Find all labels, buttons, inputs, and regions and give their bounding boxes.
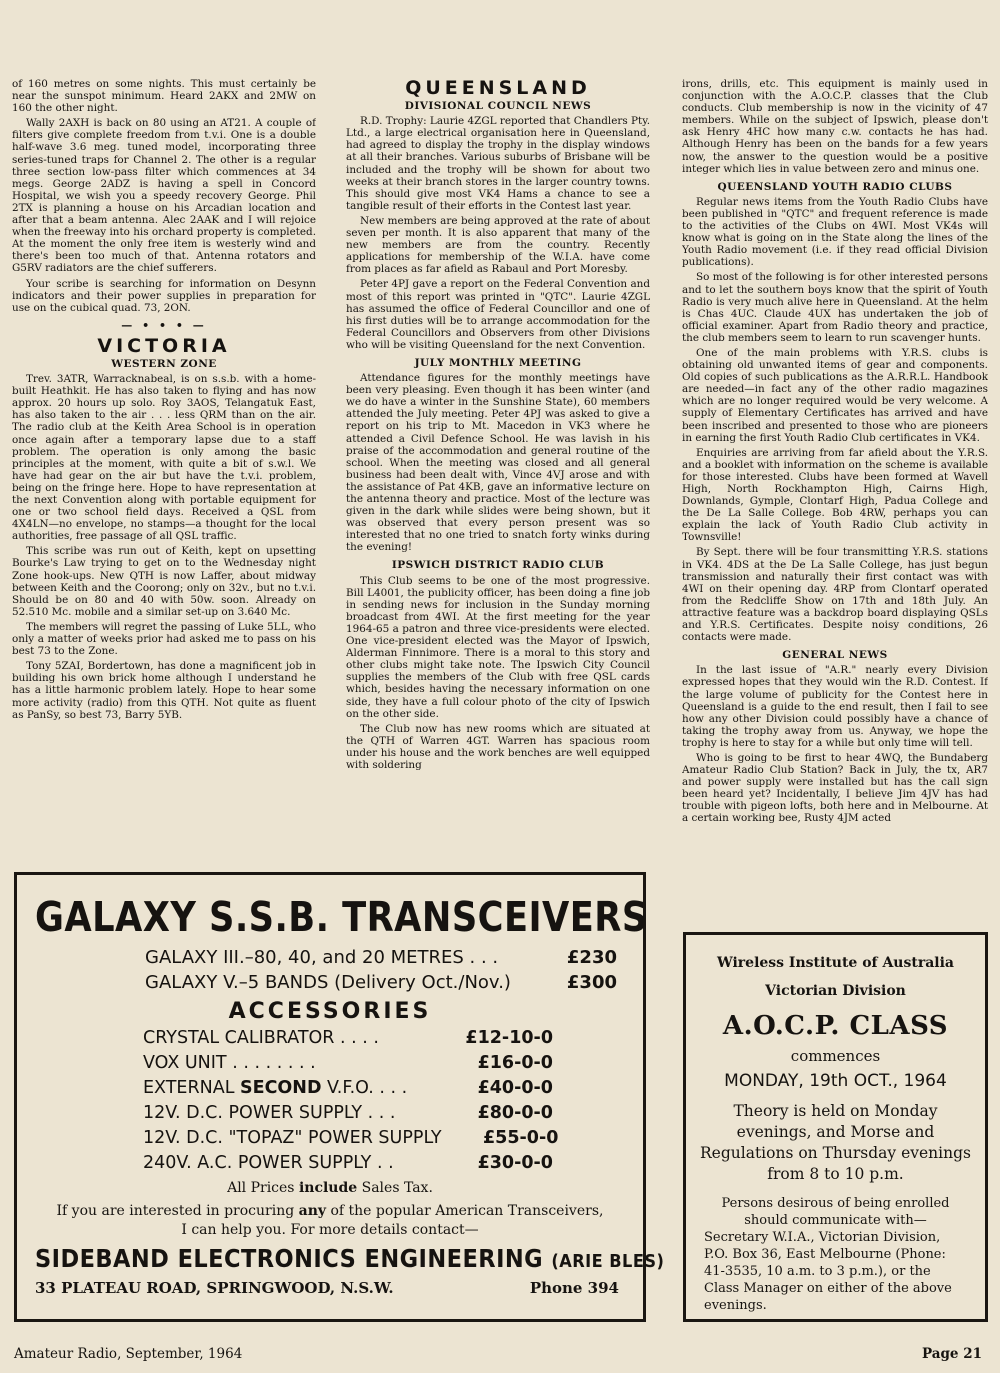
article-paragraph: of 160 metres on some nights. This must certainly be near the sunspot minimum. Heard 2AKX and 2MW on 160 the other night. — [12, 78, 316, 115]
wia-org-name: Wireless Institute of Australia — [716, 955, 954, 971]
accessory-row — [35, 1026, 625, 1051]
subsection-title-western-zone: WESTERN ZONE — [111, 357, 217, 370]
article-paragraph: New members are being approved at the rate of about seven per month. It is also apparent that many of the new members are from the country. Recently applications for membership of the W.I.A. have come from places as far afield as Rabaul and Port Moresby. — [346, 214, 650, 276]
accessory-row — [35, 1076, 625, 1101]
company-address: 33 PLATEAU ROAD, SPRINGWOOD, N.S.W. — [35, 1279, 394, 1297]
accessory-price: £30-0-0 — [477, 1153, 553, 1173]
article-paragraph: One of the main problems with Y.R.S. clubs is obtaining old unwanted items of gear and components. Old copies of such publications as the A.R.R.L. Handbook are needed—in fact any of the other radio magazines which are no longer required would be very welcome. A supply of Elementary Certificates has arrived and have been inscribed and presented to those who are pioneers in earning the first Youth Radio Club certificates in VK4. — [682, 346, 988, 444]
company-phone: Phone 394 — [529, 1279, 619, 1297]
article-paragraph: By Sept. there will be four transmitting Y.R.S. stations in VK4. 4DS at the De La Salle College, has just begun transmission and naturally their first contact was with 4WI on their opening day. 4RP from Clontarf operated from the Redcliffe Show on 17th and 18th July. An attractive feature was a backdrop board displaying QSLs and Y.R.S. Certificates. Despite noisy conditions, 26 contacts were made. — [682, 546, 988, 644]
article-paragraph: irons, drills, etc. This equipment is mainly used in conjunction with the A.O.C.P. classes that the Club conducts. Club membership is now in the vicinity of 47 members. While on the subject of Ipswich, please don't ask Henry 4HC how many c.w. contacts he has had. Although Henry has been on the bands for a few years now, the answer to the question would be a positive integer which lies in value between zero and minus one. — [682, 78, 988, 175]
article-paragraph: Wally 2AXH is back on 80 using an AT21. A couple of filters give complete freedom from t.v.i. One is a double half-wave 3.6 meg. tuned model, incorporating three series-tuned traps for Channel 2. The other is a regular three section low-pass filter which commences at 34 megs. George 2ADZ is having a spell in Concord Hospital, we wish you a speedy recovery George. Phil 2TX is planning a house on his Arcadian location and after that a beam antenna. Alec 2AAK and I will rejoice when the freeway into his orchard property is completed. At the moment the only free item is westerly wind and there's been too much of that. Antenna rotators and G5RV radiators are the chief sufferers. — [12, 117, 316, 275]
subsection-title-ipswich: IPSWICH DISTRICT RADIO CLUB — [391, 559, 605, 572]
article-paragraph: R.D. Trophy: Laurie 4ZGL reported that Chandlers Pty. Ltd., a large electrical organisation here in Queensland, had agreed to display the trophy in the display windows at all their branches. Various suburbs of Brisbane will be included and the trophy will be shown for about two weeks at their branch stores in the larger country towns. This should give most VK4 Hams a chance to see a tangible result of their efforts in the Contest last year. — [346, 115, 650, 212]
subsection-title-youth: QUEENSLAND YOUTH RADIO CLUBS — [717, 180, 953, 193]
column-middle — [346, 78, 650, 850]
footer-publication: Amateur Radio, September, 1964 — [14, 1346, 243, 1362]
interest-line: If you are interested in procuring any of the popular American Transceivers, — [56, 1203, 604, 1219]
article-paragraph: This scribe was run out of Keith, kept on upsetting Bourke's Law trying to get on to the Wednesday night Zone hook-ups. New QTH is now Laffer, about midway between Keith and the Coorong; only on 32v., but no t.v.i. Should be on 80 and 40 with 50w. soon. Already on 52.510 Mc. mobile and a similar set-up on 3.640 Mc. — [12, 545, 316, 618]
class-date: MONDAY, 19th OCT., 1964 — [724, 1071, 947, 1091]
article-paragraph: This Club seems to be one of the most progressive. Bill L4001, the publicity officer, has been doing a fine job in sending news for inclusion in the Sunday morning broadcast from 4WI. At the first meeting for the year 1964-65 a patron and three vice-presidents were elected. One vice-president elected was the Mayor of Ipswich, Alderman Finnimore. There is a moral to this story and other clubs might take note. The Ipswich City Council supplies the members of the Club with free QSL cards which, besides having the necessary information on one side, they have a full colour photo of the city of Ipswich on the other side. — [346, 574, 650, 720]
article-paragraph: Regular news items from the Youth Radio Clubs have been published in "QTC" and frequent reference is made to the activities of the Clubs on 4WI. Most VK4s will know what is going on in the State along the lines of the Youth Radio movement (i.e. if they read official Division publications). — [682, 195, 988, 269]
model-name: GALAXY III.–80, 40, and 20 METRES . . . — [145, 947, 499, 968]
model-row — [35, 970, 625, 995]
commences-label: commences — [790, 1047, 881, 1065]
article-paragraph: Tony 5ZAI, Bordertown, has done a magnificent job in building his own brick home although I understand he has a little harmonic problem lately. Hope to hear some more activity (radio) from this QTH. Not quite as fluent as PanSy, so best 73, Barry 5YB. — [12, 660, 316, 721]
prices-note: All Prices include Sales Tax. — [227, 1180, 433, 1196]
article-paragraph: Who is going to be first to hear 4WQ, the Bundaberg Amateur Radio Club Station? Back in July, the tx, AR7 and power supply were installed but has the call sign been heard yet? Incidentally, I believe Jim 4JV has had trouble with pigeon lofts, both here and in Melbourne. At a certain working bee, Rusty 4JM acted — [682, 751, 988, 825]
galaxy-advertisement — [14, 872, 665, 1322]
accessory-name: EXTERNAL SECOND V.F.O. . . . — [143, 1078, 408, 1098]
subsection-title-general: GENERAL NEWS — [782, 649, 888, 662]
model-row — [35, 945, 625, 970]
accessory-price: £16-0-0 — [477, 1053, 553, 1073]
accessory-name: CRYSTAL CALIBRATOR . . . . — [143, 1028, 379, 1048]
accessory-row — [35, 1151, 625, 1176]
article-paragraph: So most of the following is for other interested persons and to let the southern boys know that the spirit of Youth Radio is very much alive here in Queensland. At the helm is Chas 4UC. Claude 4UX has undertaken the job of official examiner. Apart from Radio theory and practice, the club members seem to learn to run scavenger hunts. — [682, 271, 988, 344]
class-schedule: Theory is held on Monday evenings, and Morse and Regulations on Thursday evenings from 8 to 10 p.m. — [700, 1102, 971, 1183]
article-paragraph: Your scribe is searching for information on Desynn indicators and their power supplies in preparation for use on the cubical quad. 73, 2ON. — [12, 277, 316, 314]
model-name: GALAXY V.–5 BANDS (Delivery Oct./Nov.) — [145, 972, 511, 993]
article-paragraph: The members will regret the passing of Luke 5LL, who only a matter of weeks prior had asked me to pass on his best 73 to the Zone. — [12, 620, 316, 658]
ad-headline: GALAXY S.S.B. TRANSCEIVERS — [35, 893, 648, 941]
wia-class-advertisement — [683, 932, 988, 1322]
section-title-queensland: QUEENSLAND — [405, 78, 591, 99]
accessory-price: £40-0-0 — [477, 1078, 553, 1098]
interest-line: I can help you. For more details contact— — [181, 1222, 479, 1238]
column-right — [682, 78, 988, 910]
article-paragraph: Enquiries are arriving from far afield about the Y.R.S. and a booklet with information on the scheme is available for those interested. Clubs have been formed at Wavell High, North Rockhampton High, Cairns High, Downlands, Gymple, Clontarf High, Padua College and the De La Salle College. Bob 4RW, perhaps you can explain the lack of Youth Radio Club activity in Townsville! — [682, 446, 988, 544]
article-paragraph: Peter 4PJ gave a report on the Federal Convention and most of this report was printed in "QTC". Laurie 4ZGL has assumed the office of Federal Councillor and one of his first duties will be to arrange accommodation for the Federal Councillors and Observers from other Divisions who will be visiting Queensland for the next Convention. — [346, 278, 650, 351]
section-title-victoria: VICTORIA — [97, 334, 231, 357]
accessory-name: 12V. D.C. "TOPAZ" POWER SUPPLY — [143, 1128, 442, 1148]
article-paragraph: In the last issue of "A.R." nearly every Division expressed hopes that they would win the R.D. Contest. If the large volume of publicity for the Contest here in Queensland is a guide to the end result, then I fail to see how any other Division could possibly have a chance of taking the trophy away from us. Anyway, we hope the trophy is here to stay for a while but only time will tell. — [682, 664, 988, 749]
class-title: A.O.C.P. CLASS — [722, 1011, 949, 1041]
article-paragraph: Attendance figures for the monthly meetings have been very pleasing. Even though it has been winter (and we do have a winter in the Sunshine State), 60 members attended the July meeting. Peter 4PJ was asked to give a report on his trip to Mt. Macedon in VK3 where he attended a Civil Defence School. He was lavish in his praise of the accommodation and general routine of the school. When the meeting was closed and all general business had been dealt with, Vince 4VJ arose and with the assistance of Pat 4KB, gave an informative lecture on the antenna theory and practice. Most of the lecture was given in the dark while slides were being shown, but it was observed that every person present was so interested that no one tried to snatch forty winks during the evening! — [346, 372, 650, 554]
accessory-price: £80-0-0 — [477, 1103, 553, 1123]
accessory-row — [35, 1126, 625, 1151]
accessory-name: 12V. D.C. POWER SUPPLY . . . — [143, 1103, 396, 1123]
accessory-name: VOX UNIT . . . . . . . . — [143, 1053, 316, 1073]
section-divider: — • • • — — [121, 318, 207, 332]
accessory-price: £55-0-0 — [483, 1128, 559, 1148]
enrolment-info — [700, 1195, 971, 1314]
accessory-name: 240V. A.C. POWER SUPPLY . . — [143, 1153, 394, 1173]
model-price: £230 — [566, 947, 617, 968]
accessories-title: ACCESSORIES — [228, 999, 432, 1024]
footer-page-number: Page 21 — [921, 1346, 982, 1362]
company-address-row — [35, 1279, 625, 1297]
accessory-price: £12-10-0 — [465, 1028, 553, 1048]
article-paragraph: Trev. 3ATR, Warracknabeal, is on s.s.b. with a home-built Heathkit. He has also taken to flying and has now approx. 20 hours up solo. Roy 3AOS, Telangatuk East, has also taken to the air . . . less QRM than on the air. The radio club at the Keith Area School is in operation once again after a temporary lapse due to a staff problem. The operation is only among the basic principles at the moment, with quite a bit of s.w.l. We have had gear on the air but have the t.v.i. problem, being on the fringe here. Hope to have representation at the next Convention along with portable equipment for one or two school field days. Received a QSL from 4X4LN—no envelope, no stamps—a thought for the local authorities, free passage of all QSL traffic. — [12, 373, 316, 543]
wia-division: Victorian Division — [765, 983, 906, 999]
company-name: SIDEBAND ELECTRONICS ENGINEERING (ARIE BLES) — [35, 1244, 665, 1273]
enrolment-contact: Secretary W.I.A., Victorian Division, P.O. Box 36, East Melbourne (Phone: 41-3535, 10 a.m. to 3 p.m.), or the Class Manager on either of the above evenings. — [704, 1230, 952, 1313]
accessory-row — [35, 1101, 625, 1126]
column-left — [12, 78, 316, 858]
subsection-title-july: JULY MONTHLY MEETING — [414, 356, 582, 369]
accessory-row — [35, 1051, 625, 1076]
article-paragraph: The Club now has new rooms which are situated at the QTH of Warren 4GT. Warren has spacious room under his house and the work benches are well equipped with soldering — [346, 722, 650, 771]
subsection-title-divisional: DIVISIONAL COUNCIL NEWS — [404, 100, 592, 113]
enrolment-intro: Persons desirous of being enrolled should communicate with— — [721, 1196, 950, 1228]
model-price: £300 — [566, 972, 617, 993]
